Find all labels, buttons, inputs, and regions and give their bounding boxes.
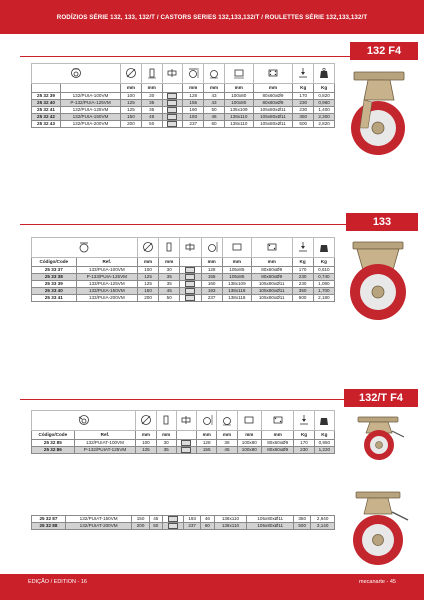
table-cell: 350 (294, 516, 311, 523)
table-row (32, 523, 335, 530)
table-cell: 105x80xØ11 (247, 516, 294, 523)
product-code-cell: 25 32 42 (32, 114, 61, 121)
weight-icon (318, 67, 330, 79)
table-cell: 50 (204, 107, 225, 114)
plate-icon-cell (237, 411, 261, 431)
offset-icon-cell (204, 64, 225, 84)
product-ref-cell: 132/PUIAT-200VM (65, 523, 132, 530)
spec-table-132tf4 (31, 410, 335, 454)
wheel-width-icon (146, 67, 158, 79)
table-cell: 138x110 (214, 516, 247, 523)
table-cell: 150 (121, 114, 142, 121)
unit-cell: mm (217, 431, 237, 440)
table-cell: 105x80xØ11 (253, 114, 293, 121)
table-cell: 100 (121, 93, 142, 100)
table-cell: 43 (204, 93, 225, 100)
table-cell: 125 (137, 281, 158, 288)
unit-cell: Kg (294, 431, 314, 440)
table-cell: 138x110 (214, 523, 247, 530)
hub-type-symbol (167, 100, 177, 106)
width-icon-cell (159, 238, 180, 258)
table-cell: 60 (204, 121, 225, 128)
page-number: mecanarte - 45 (359, 579, 396, 585)
unit-cell: Kg (314, 431, 334, 440)
unit-cell: mm (204, 84, 225, 93)
table-cell: 100x80 (224, 100, 253, 107)
castor-132f4-image (346, 70, 412, 160)
product-code-cell: 25 32 88 (32, 523, 66, 530)
unit-cell: mm (137, 258, 158, 267)
table-cell: 30 (156, 440, 176, 447)
product-code-cell: 25 33 40 (32, 288, 77, 295)
unit-cell: mm (237, 431, 261, 440)
top-plate-icon (243, 414, 255, 426)
product-code-cell: 25 33 38 (32, 274, 77, 281)
table-cell: 45 (217, 447, 237, 454)
unit-cell: mm (121, 84, 142, 93)
product-ref-cell: 133/PUIA-200VM (76, 295, 137, 302)
table-cell: 138x110 (224, 121, 253, 128)
table-cell: 155 (201, 274, 222, 281)
table-cell: 80x60xØ9 (262, 440, 294, 447)
weight-icon-cell (314, 64, 335, 84)
section-divider (20, 56, 350, 57)
hub-type-symbol (167, 107, 177, 113)
table-cell (180, 288, 201, 295)
table-cell: 35 (159, 274, 180, 281)
table-cell: 128 (197, 440, 217, 447)
offset-icon-cell (217, 411, 237, 431)
table-cell: 50 (141, 121, 162, 128)
table-cell: 1,220 (314, 447, 334, 454)
table-cell (180, 274, 201, 281)
castor-132tf4-large-image (344, 490, 414, 568)
table-cell: 105x80xØ11 (251, 281, 292, 288)
table-cell: 200 (132, 523, 149, 530)
unit-cell: mm (224, 84, 253, 93)
wheel-diameter-icon (140, 414, 152, 426)
table-cell: 237 (201, 295, 222, 302)
unit-cell: mm (136, 431, 156, 440)
table-cell: 230 (294, 447, 314, 454)
table-cell: 237 (184, 523, 201, 530)
section-title-133: 133 (346, 213, 418, 231)
table-cell: 500 (293, 121, 314, 128)
top-plate-icon (231, 241, 243, 253)
table-cell (180, 267, 201, 274)
load-capacity-icon (297, 67, 309, 79)
hub-type-symbol (168, 516, 178, 522)
product-ref-cell: 132/PUIA-150VM (60, 114, 120, 121)
unit-cell: mm (201, 258, 222, 267)
table-cell: 125 (121, 107, 142, 114)
hub-icon (180, 414, 192, 426)
table-cell: 105x85 (222, 267, 251, 274)
table-cell: 138x118 (222, 288, 251, 295)
table-cell: 60 (201, 523, 214, 530)
table-cell: 138x118 (222, 295, 251, 302)
product-code-cell: 25 32 87 (32, 516, 66, 523)
table-cell: 350 (293, 114, 314, 121)
unit-cell (176, 431, 196, 440)
table-cell: 35 (141, 100, 162, 107)
unit-cell: Kg (314, 84, 335, 93)
wheel-diameter-icon (142, 241, 154, 253)
table-cell: 3,140 (311, 523, 335, 530)
page-header-title: RODÍZIOS SÉRIE 132, 133, 132/T / CASTORS SERIES 132,133,132/T / ROULETTES SÉRIE 132,133,132/T (56, 14, 368, 21)
offset-icon (208, 67, 220, 79)
table-cell: 128 (201, 267, 222, 274)
table-cell: 1,400 (314, 107, 335, 114)
table-cell: 45 (149, 516, 162, 523)
product-ref-cell: 132/PUIAT-100VM (74, 440, 136, 447)
unit-cell (180, 258, 201, 267)
product-code-cell: 25 33 39 (32, 281, 77, 288)
table-cell (162, 523, 183, 530)
weight-icon (318, 414, 330, 426)
hub-type-symbol (167, 93, 177, 99)
table-cell: 100 (137, 267, 158, 274)
total-height-icon (187, 67, 199, 79)
top-banner (0, 0, 424, 34)
table-cell: 80x60xØ9 (251, 274, 292, 281)
hub-type-symbol (185, 288, 195, 294)
bolt-holes-icon (272, 414, 284, 426)
table-cell: 170 (292, 267, 313, 274)
table-cell: 105x80xØ11 (253, 107, 293, 114)
total-height-icon (206, 241, 218, 253)
hub-icon (184, 241, 196, 253)
table-cell: 170 (293, 93, 314, 100)
product-code-cell: 25 32 41 (32, 107, 61, 114)
section-divider (20, 224, 346, 225)
table-row (32, 274, 335, 281)
table-cell: 0,820 (314, 93, 335, 100)
table-cell: 350 (292, 288, 313, 295)
product-ref-cell: 132/PUIA-125VM (60, 107, 120, 114)
table-cell (180, 281, 201, 288)
unit-cell: Código/Code (32, 431, 75, 440)
table-row (32, 295, 335, 302)
section-divider (20, 399, 344, 400)
load-capacity-icon (298, 414, 310, 426)
product-code-cell: 25 32 43 (32, 121, 61, 128)
hub-type-symbol (167, 121, 177, 127)
table-cell (162, 107, 183, 114)
table-row (32, 100, 335, 107)
braked-castor-icon (78, 414, 90, 426)
table-cell: 135x109 (224, 107, 253, 114)
table-cell: 125 (136, 447, 156, 454)
table-cell: 0,740 (313, 274, 334, 281)
spec-table-132f4 (31, 63, 335, 128)
table-cell: 160 (201, 281, 222, 288)
unit-cell: Código/Code (32, 258, 77, 267)
table-cell: 125 (137, 274, 158, 281)
table-row (32, 447, 335, 454)
total-height-icon (201, 414, 213, 426)
product-ref-cell: 132/PUIAT-150VM (65, 516, 132, 523)
product-code-cell: 25 32 85 (32, 440, 75, 447)
product-code-cell: 25 33 41 (32, 295, 77, 302)
table-cell: 500 (292, 295, 313, 302)
table-row (32, 440, 335, 447)
spec-table-132tf4-large (31, 515, 335, 530)
product-ref-cell: 132/PUIA-100VM (60, 93, 120, 100)
table-row (32, 121, 335, 128)
table-cell: 193 (201, 288, 222, 295)
table-cell: 35 (156, 447, 176, 454)
table-cell: 100x80 (237, 447, 261, 454)
hub-type-symbol (185, 281, 195, 287)
product-ref-cell: P-132/PUIA-125VM (60, 100, 120, 107)
table-row (32, 516, 335, 523)
table-cell: 237 (183, 121, 204, 128)
hub-icon-cell (180, 238, 201, 258)
diameter-icon-cell (136, 411, 156, 431)
unit-cell: mm (141, 84, 162, 93)
table-cell: 100x80 (237, 440, 261, 447)
holes-icon-cell (262, 411, 294, 431)
diameter-icon-cell (137, 238, 158, 258)
hub-type-symbol (181, 447, 191, 453)
unit-cell: Kg (293, 84, 314, 93)
holes-icon-cell (253, 64, 293, 84)
fixed-castor-icon (78, 241, 90, 253)
unit-cell (60, 84, 120, 93)
hub-type-symbol (185, 295, 195, 301)
table-cell (162, 516, 183, 523)
table-cell: 30 (159, 267, 180, 274)
wheel-width-icon (163, 241, 175, 253)
hub-icon-cell (162, 64, 183, 84)
table-cell: 35 (141, 107, 162, 114)
bolt-holes-icon (267, 67, 279, 79)
unit-cell: mm (262, 431, 294, 440)
table-cell: 170 (294, 440, 314, 447)
hub-type-symbol (181, 440, 191, 446)
load-icon-cell (292, 238, 313, 258)
table-row (32, 93, 335, 100)
diameter-icon-cell (121, 64, 142, 84)
table-cell: 105x80xØ11 (251, 288, 292, 295)
product-ref-cell: 133/PUIA-100VM (76, 267, 137, 274)
table-cell (162, 93, 183, 100)
table-row (32, 281, 335, 288)
product-ref-cell: 133/PUIA-150VM (76, 288, 137, 295)
product-ref-cell: P-133/PUIA-125VM (76, 274, 137, 281)
table-cell: 150 (132, 516, 149, 523)
holes-icon-cell (251, 238, 292, 258)
table-cell: 105x80xØ11 (251, 295, 292, 302)
table-cell: 45 (141, 114, 162, 121)
load-icon-cell (293, 64, 314, 84)
table-cell: 80x60xØ9 (253, 93, 293, 100)
product-code-cell: 25 32 39 (32, 93, 61, 100)
section-title-132tf4: 132/T F4 (344, 389, 418, 407)
table-cell: 125 (121, 100, 142, 107)
table-cell: 2,180 (313, 295, 334, 302)
unit-cell: Ref. (74, 431, 136, 440)
hub-icon (166, 67, 178, 79)
castor-133-image (343, 240, 413, 324)
table-row (32, 267, 335, 274)
weight-icon-cell (313, 238, 334, 258)
table-cell: 80x60xØ9 (251, 267, 292, 274)
table-cell: 200 (137, 295, 158, 302)
hub-icon-cell (176, 411, 196, 431)
table-cell: 155 (197, 447, 217, 454)
plate-icon-cell (224, 64, 253, 84)
product-ref-cell: 132/PUIA-200VM (60, 121, 120, 128)
section-title-132f4: 132 F4 (350, 42, 418, 60)
hub-type-symbol (185, 267, 195, 273)
load-icon-cell (294, 411, 314, 431)
table-cell: 138x109 (222, 281, 251, 288)
table-cell: 230 (293, 100, 314, 107)
table-cell: 0,950 (314, 440, 334, 447)
height-icon-cell (201, 238, 222, 258)
table-cell: 230 (292, 274, 313, 281)
table-cell (176, 447, 196, 454)
hub-type-symbol (168, 523, 178, 529)
table-cell: 193 (184, 516, 201, 523)
table-cell: 50 (159, 295, 180, 302)
hub-type-symbol (167, 114, 177, 120)
table-cell: 150 (137, 288, 158, 295)
table-cell: 50 (149, 523, 162, 530)
table-cell: 105x80xØ11 (247, 523, 294, 530)
product-code-cell: 25 32 40 (32, 100, 61, 107)
spec-table-133 (31, 237, 335, 302)
unit-cell: mm (251, 258, 292, 267)
table-row (32, 114, 335, 121)
table-cell: 46 (201, 516, 214, 523)
product-ref-cell: 133/PUIA-125VM (76, 281, 137, 288)
edition-label: EDIÇÃO / EDITION - 16 (28, 579, 87, 585)
unit-cell: Ref. (76, 258, 137, 267)
swivel-castor-icon (70, 67, 82, 79)
table-row (32, 288, 335, 295)
wheel-diameter-icon (125, 67, 137, 79)
table-cell (162, 100, 183, 107)
width-icon-cell (156, 411, 176, 431)
weight-icon-cell (314, 411, 334, 431)
table-cell: 138x110 (224, 114, 253, 121)
product-code-cell: 25 33 37 (32, 267, 77, 274)
top-plate-icon (233, 67, 245, 79)
table-cell: 100x80 (224, 93, 253, 100)
width-icon-cell (141, 64, 162, 84)
unit-cell: mm (222, 258, 251, 267)
height-icon-cell (183, 64, 204, 84)
table-cell: 1,080 (313, 281, 334, 288)
unit-cell: mm (156, 431, 176, 440)
table-cell: 80x60xØ9 (262, 447, 294, 454)
unit-cell: mm (197, 431, 217, 440)
table-cell (162, 114, 183, 121)
table-cell: 35 (159, 281, 180, 288)
unit-cell (32, 84, 61, 93)
table-cell: 100 (136, 440, 156, 447)
unit-cell (162, 84, 183, 93)
castor-icon-cell (32, 411, 136, 431)
unit-cell: mm (253, 84, 293, 93)
table-cell: 200 (121, 121, 142, 128)
table-cell: 105x80xØ11 (253, 121, 293, 128)
hub-type-symbol (185, 274, 195, 280)
table-cell: 0,610 (313, 267, 334, 274)
table-cell: 45 (159, 288, 180, 295)
table-cell: 230 (293, 107, 314, 114)
table-cell: 2,300 (314, 114, 335, 121)
height-icon-cell (197, 411, 217, 431)
table-cell: 193 (183, 114, 204, 121)
weight-icon (318, 241, 330, 253)
castor-icon-cell (32, 64, 121, 84)
table-cell (176, 440, 196, 447)
table-row (32, 107, 335, 114)
load-capacity-icon (297, 241, 309, 253)
table-cell: 38 (217, 440, 237, 447)
table-cell: 105x85 (222, 274, 251, 281)
product-ref-cell: P-132/PUIAT-125VM (74, 447, 136, 454)
product-code-cell: 25 32 86 (32, 447, 75, 454)
page-footer (0, 574, 424, 600)
wheel-width-icon (160, 414, 172, 426)
unit-cell: mm (183, 84, 204, 93)
table-cell: 155 (183, 100, 204, 107)
offset-icon (221, 414, 233, 426)
unit-cell: Kg (313, 258, 334, 267)
table-cell: 46 (204, 114, 225, 121)
unit-cell: mm (159, 258, 180, 267)
bolt-holes-icon (266, 241, 278, 253)
table-cell: 30 (141, 93, 162, 100)
table-cell: 128 (183, 93, 204, 100)
table-cell: 230 (292, 281, 313, 288)
castor-132tf4-small-image (352, 415, 408, 461)
table-cell: 80x60xØ9 (253, 100, 293, 107)
table-cell: 0,960 (314, 100, 335, 107)
unit-cell: Kg (292, 258, 313, 267)
table-cell: 1,700 (313, 288, 334, 295)
plate-icon-cell (222, 238, 251, 258)
table-cell: 2,640 (311, 516, 335, 523)
table-cell (180, 295, 201, 302)
table-cell: 43 (204, 100, 225, 107)
table-cell (162, 121, 183, 128)
castor-icon-cell (32, 238, 138, 258)
table-cell: 160 (183, 107, 204, 114)
table-cell: 2,820 (314, 121, 335, 128)
table-cell: 500 (294, 523, 311, 530)
